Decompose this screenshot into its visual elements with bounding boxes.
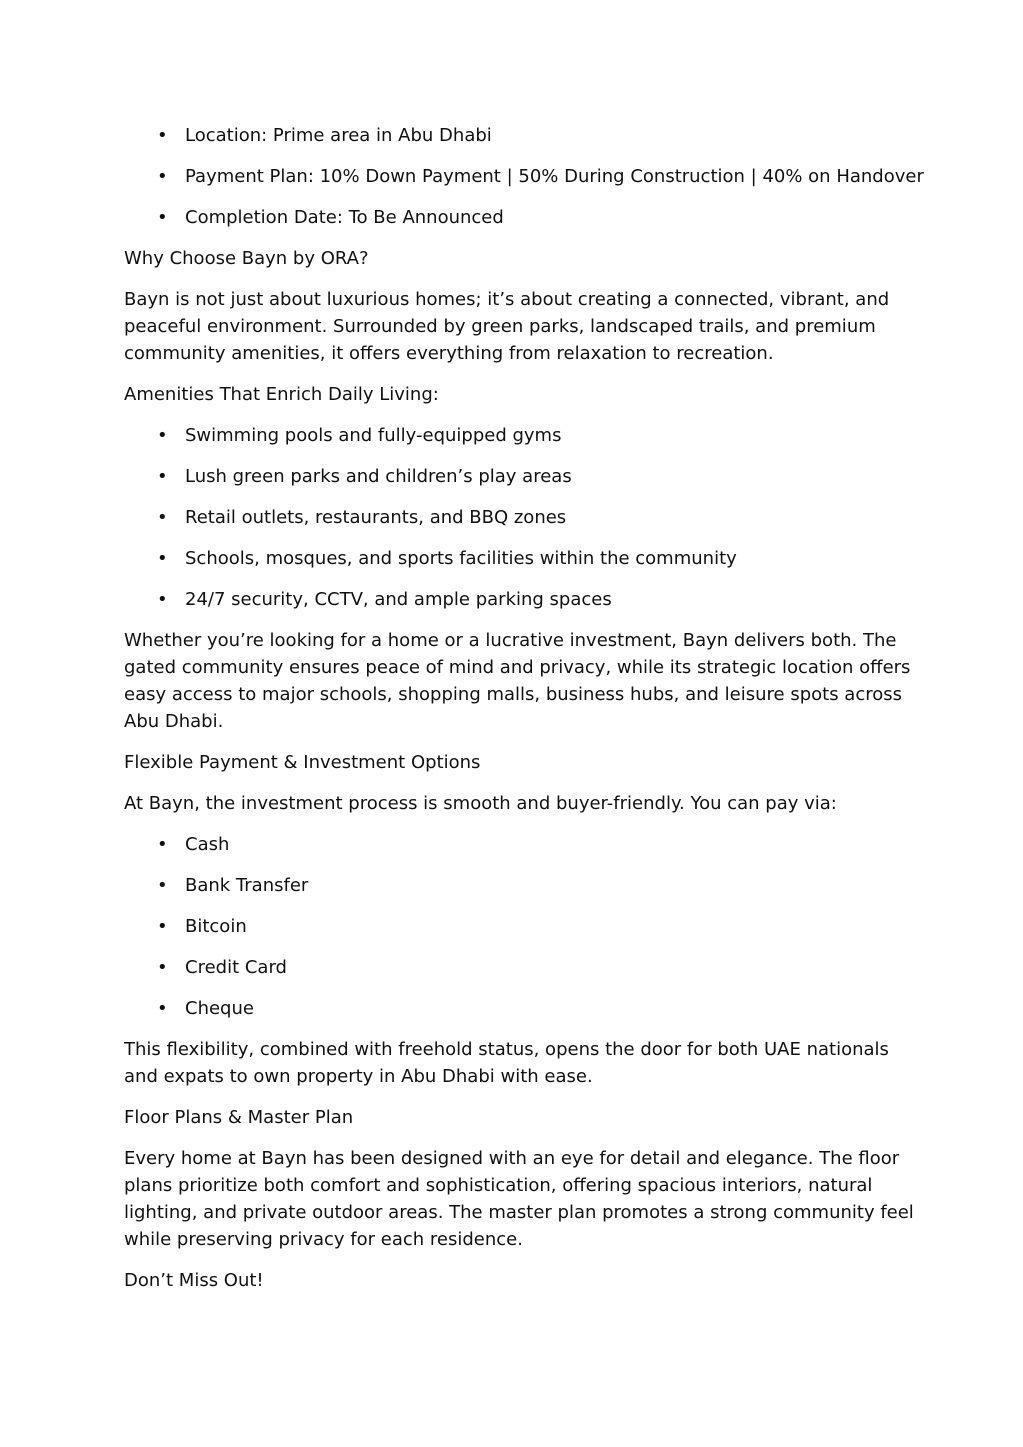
bullet-marker: • <box>157 507 168 528</box>
why-heading: Why Choose Bayn by ORA? <box>124 248 369 269</box>
list-item <box>124 204 914 231</box>
floor-plans-heading: Floor Plans & Master Plan <box>124 1107 354 1128</box>
payment-method-text: Credit Card <box>185 957 287 978</box>
flexibility-paragraph: This flexibility, combined with freehold status, opens the door for both UAE nationals and expats to own property in Abu Dhabi with ease. <box>124 1039 889 1087</box>
list-item <box>124 163 924 190</box>
investment-paragraph: Whether you’re looking for a home or a lucrative investment, Bayn delivers both. The gated community ensures peace of mind and privacy, while its strategic location offers easy access to major schools, shopping malls, business hubs, and leisure spots across Abu Dhabi. <box>124 630 911 732</box>
bullet-marker: • <box>157 998 168 1019</box>
bullet-marker: • <box>157 834 168 855</box>
list-item <box>124 831 914 858</box>
bullet-marker: • <box>157 589 168 610</box>
detail-completion-date: Completion Date: To Be Announced <box>185 207 504 228</box>
amenity-text: Schools, mosques, and sports facilities within the community <box>185 548 737 569</box>
bullet-marker: • <box>157 548 168 569</box>
floor-plans-paragraph: Every home at Bayn has been designed with an eye for detail and elegance. The floor plans prioritize both comfort and sophistication, offering spacious interiors, natural lighting, and private outdoor areas. The master plan promotes a strong community feel while preserving privacy for each residence. <box>124 1148 914 1250</box>
detail-location: Location: Prime area in Abu Dhabi <box>185 125 492 146</box>
why-paragraph: Bayn is not just about luxurious homes; it’s about creating a connected, vibrant, and peaceful environment. Surrounded by green parks, landscaped trails, and premium community amenities, it offers everything from relaxation to recreation. <box>124 289 890 364</box>
list-item <box>124 995 914 1022</box>
payment-heading: Flexible Payment & Investment Options <box>124 752 481 773</box>
bullet-marker: • <box>157 916 168 937</box>
payment-method-text: Bank Transfer <box>185 875 309 896</box>
payment-method-text: Cash <box>185 834 230 855</box>
list-item <box>124 954 914 981</box>
bullet-marker: • <box>157 125 168 146</box>
bullet-marker: • <box>157 875 168 896</box>
list-item <box>124 872 914 899</box>
bullet-marker: • <box>157 957 168 978</box>
bullet-marker: • <box>157 207 168 228</box>
closing-heading: Don’t Miss Out! <box>124 1270 264 1291</box>
detail-payment-plan: Payment Plan: 10% Down Payment | 50% During Construction | 40% on Handover <box>185 166 924 187</box>
amenity-text: Lush green parks and children’s play areas <box>185 466 572 487</box>
document-page <box>124 122 924 1308</box>
list-item <box>124 422 914 449</box>
amenity-text: Retail outlets, restaurants, and BBQ zones <box>185 507 567 528</box>
amenities-heading: Amenities That Enrich Daily Living: <box>124 384 439 405</box>
amenities-list <box>124 422 914 613</box>
project-details-list <box>124 122 924 231</box>
list-item <box>124 913 914 940</box>
list-item <box>124 122 914 149</box>
list-item <box>124 586 914 613</box>
list-item <box>124 545 914 572</box>
payment-method-text: Bitcoin <box>185 916 247 937</box>
amenity-text: Swimming pools and fully-equipped gyms <box>185 425 562 446</box>
bullet-marker: • <box>157 466 168 487</box>
amenity-text: 24/7 security, CCTV, and ample parking spaces <box>185 589 612 610</box>
bullet-marker: • <box>157 166 168 187</box>
list-item <box>124 504 914 531</box>
payment-method-text: Cheque <box>185 998 254 1019</box>
bullet-marker: • <box>157 425 168 446</box>
list-item <box>124 463 914 490</box>
payment-methods-list <box>124 831 914 1022</box>
payment-intro: At Bayn, the investment process is smooth and buyer-friendly. You can pay via: <box>124 793 837 814</box>
